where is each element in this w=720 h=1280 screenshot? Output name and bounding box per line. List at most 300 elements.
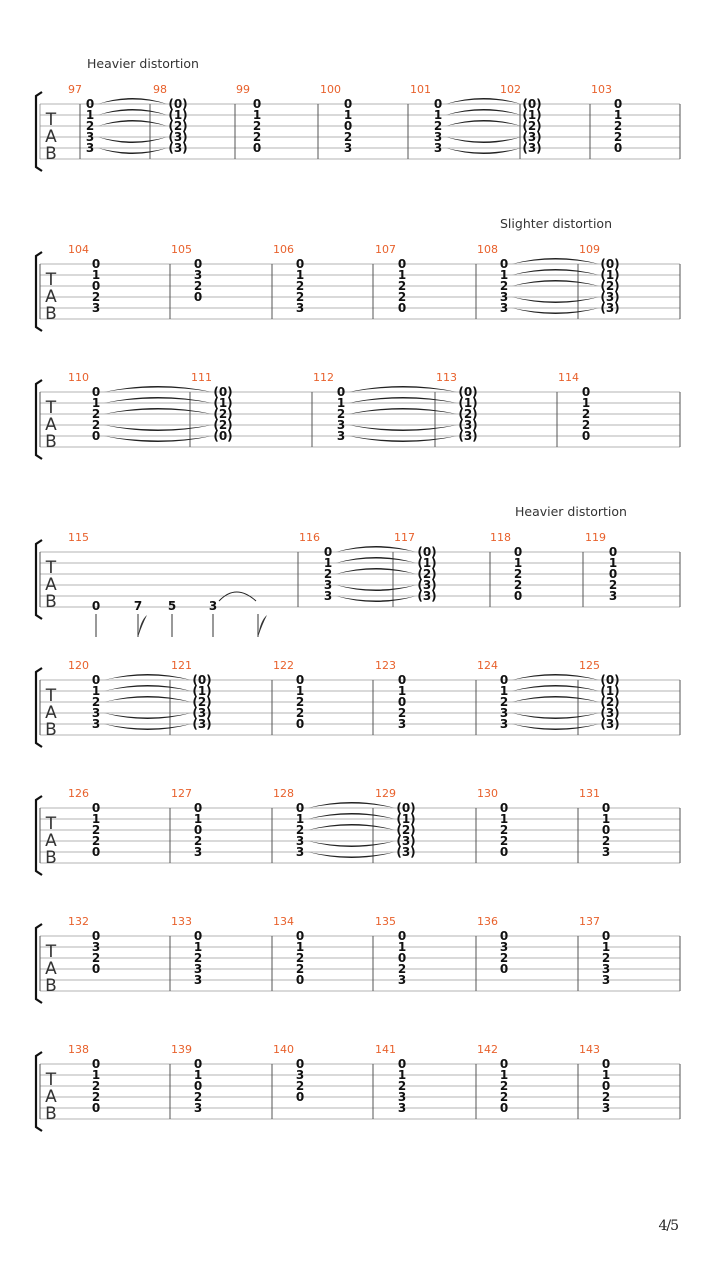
fret-number: 0 [91,385,101,399]
tie-arc [349,436,457,442]
fret-number: 0 [343,119,353,133]
measure [153,83,188,155]
fret-number: 0 [193,257,203,271]
tab-system [36,1043,680,1131]
tie-arc [308,802,395,808]
fret-number: 2 [499,695,509,709]
fret-number: 0 [613,141,623,155]
fret-number: 0 [499,845,509,859]
measure [68,531,267,637]
measure [191,371,233,443]
fret-number: 2 [91,290,101,304]
distortion-annotation: Heavier distortion [515,504,627,519]
measure-number: 99 [236,83,250,96]
tab-clef-letter: A [45,831,57,851]
fret-number: 0 [193,823,203,837]
fret-number: 3 [85,141,95,155]
note-flag [138,615,147,637]
fret-number: (3) [600,706,620,720]
tie-arc [98,120,167,126]
fret-number: (1) [192,684,212,698]
fret-number: 3 [91,940,101,954]
fret-number: 2 [581,407,591,421]
fret-number: 1 [601,1068,611,1082]
measure [579,1043,610,1115]
measure-number: 104 [68,243,89,256]
fret-number: 2 [295,695,305,709]
fret-number: 1 [193,1068,203,1082]
fret-number: 0 [499,1057,509,1071]
fret-number: 3 [601,962,611,976]
tab-clef-letter: A [45,959,57,979]
tie-arc [512,297,599,303]
measure-number: 114 [558,371,579,384]
fret-number: 2 [85,119,95,133]
fret-number: 0 [499,257,509,271]
tab-system [36,504,680,637]
measure-number: 124 [477,659,498,672]
measure-number: 135 [375,915,396,928]
fret-number: 2 [397,290,407,304]
tie-arc [512,258,599,264]
measure [490,531,522,603]
fret-number: 3 [397,1101,407,1115]
measure-number: 126 [68,787,89,800]
fret-number: 5 [167,599,177,613]
tab-clef-letter: T [45,270,57,290]
measure-number: 101 [410,83,431,96]
fret-number: 0 [601,801,611,815]
fret-number: 1 [601,812,611,826]
fret-number: (2) [168,119,188,133]
tie-arc [512,724,599,730]
tie-arc [512,696,599,702]
fret-number: 2 [613,130,623,144]
measure [477,787,508,859]
fret-number: 2 [581,418,591,432]
fret-number: 3 [499,301,509,315]
fret-number: (3) [600,301,620,315]
tab-clef-letter: T [45,814,57,834]
fret-number: 0 [91,1101,101,1115]
fret-number: 3 [91,717,101,731]
tab-clef-letter: A [45,127,57,147]
fret-number: 3 [499,717,509,731]
fret-number: 1 [613,108,623,122]
fret-number: 3 [295,1068,305,1082]
fret-number: 1 [397,268,407,282]
measure [477,915,508,976]
fret-number: 3 [193,973,203,987]
measure [68,787,100,859]
fret-number: 0 [85,97,95,111]
fret-number: 3 [91,301,101,315]
tie-arc [336,568,416,574]
measure-number: 108 [477,243,498,256]
fret-number: 0 [193,1079,203,1093]
fret-number: 1 [193,812,203,826]
fret-number: 1 [499,1068,509,1082]
fret-number: (2) [458,407,478,421]
fret-number: 1 [397,940,407,954]
tie-arc [512,269,599,275]
fret-number: 0 [397,1057,407,1071]
tie-arc [512,713,599,719]
tie-arc [446,120,521,126]
measure-number: 129 [375,787,396,800]
tie-arc [308,841,395,847]
measure-number: 133 [171,915,192,928]
fret-number: 2 [323,567,333,581]
fret-number: 0 [601,823,611,837]
tie-arc [104,674,191,680]
tie-arc [336,596,416,602]
fret-number: 0 [397,301,407,315]
fret-number: 1 [252,108,262,122]
tab-clef-letter: A [45,287,57,307]
tie-arc [349,397,457,403]
measure-number: 132 [68,915,89,928]
fret-number: 3 [433,141,443,155]
fret-number: 1 [323,556,333,570]
fret-number: 0 [295,717,305,731]
fret-number: (0) [396,801,416,815]
fret-number: 0 [295,673,305,687]
fret-number: 2 [499,834,509,848]
fret-number: 2 [433,119,443,133]
measure-number: 143 [579,1043,600,1056]
measure [68,915,100,976]
measure-number: 120 [68,659,89,672]
fret-number: (1) [168,108,188,122]
fret-number: 2 [499,823,509,837]
fret-number: 0 [91,599,101,613]
fret-number: 3 [499,940,509,954]
fret-number: 2 [91,695,101,709]
tab-system [36,787,680,875]
measure-number: 100 [320,83,341,96]
measure [579,915,610,987]
fret-number: (3) [458,429,478,443]
fret-number: 2 [252,119,262,133]
fret-number: 2 [295,279,305,293]
tab-system [36,216,680,331]
fret-number: (0) [458,385,478,399]
tie-arc [349,425,457,431]
tie-arc [446,137,521,143]
tie-arc [336,546,416,552]
fret-number: 1 [601,940,611,954]
measure-number: 134 [273,915,294,928]
tab-system [36,659,680,747]
measure [171,915,202,987]
fret-number: 0 [499,673,509,687]
fret-number: 0 [608,545,618,559]
measure-number: 142 [477,1043,498,1056]
tab-clef-letter: T [45,1070,57,1090]
fret-number: 3 [336,429,346,443]
fret-number: 3 [323,589,333,603]
tie-arc [512,674,599,680]
fret-number: 0 [581,429,591,443]
fret-number: 0 [252,97,262,111]
measure [171,1043,202,1115]
tab-clef-letter: B [45,144,57,164]
fret-number: 0 [397,673,407,687]
fret-number: 0 [601,929,611,943]
measure [375,243,406,315]
fret-number: 1 [499,268,509,282]
fret-number: (2) [192,695,212,709]
measure [375,1043,406,1115]
fret-number: 0 [295,801,305,815]
fret-number: 0 [193,929,203,943]
fret-number: 1 [193,940,203,954]
fret-number: 2 [295,290,305,304]
fret-number: 1 [295,940,305,954]
measure [500,83,542,155]
fret-number: 0 [193,1057,203,1071]
fret-number: 3 [601,973,611,987]
fret-number: 2 [601,834,611,848]
tab-clef-letter: A [45,415,57,435]
tab-clef-letter: B [45,304,57,324]
fret-number: 2 [613,119,623,133]
fret-number: (2) [600,695,620,709]
measure-number: 127 [171,787,192,800]
tie-arc [98,109,167,115]
measure-number: 130 [477,787,498,800]
fret-number: 2 [499,951,509,965]
fret-number: (3) [458,418,478,432]
tie-arc [98,98,167,104]
fret-number: (3) [522,141,542,155]
fret-number: 3 [193,962,203,976]
fret-number: 0 [193,801,203,815]
fret-number: 1 [91,1068,101,1082]
fret-number: 0 [91,962,101,976]
fret-number: 0 [91,929,101,943]
tie-arc [104,696,191,702]
fret-number: 2 [91,1079,101,1093]
tab-clef-letter: B [45,720,57,740]
tab-clef-letter: B [45,592,57,612]
tie-arc [104,724,191,730]
measure [171,787,202,859]
fret-number: 2 [499,1079,509,1093]
fret-number: 3 [85,130,95,144]
tie-arc [336,585,416,591]
tie-arc [104,408,212,414]
fret-number: (0) [213,385,233,399]
fret-number: 1 [397,1068,407,1082]
fret-number: (3) [600,290,620,304]
measure-number: 115 [68,531,89,544]
measure-number: 121 [171,659,192,672]
measure-number: 140 [273,1043,294,1056]
tie-arc [104,685,191,691]
tie-arc [104,386,212,392]
tie-arc [446,148,521,154]
tie-arc [308,852,395,858]
fret-number: 0 [295,929,305,943]
fret-number: 0 [295,973,305,987]
fret-number: 0 [91,257,101,271]
fret-number: 3 [193,268,203,282]
tab-clef-letter: B [45,1104,57,1124]
fret-number: 3 [91,706,101,720]
fret-number: 1 [581,396,591,410]
fret-number: 0 [613,97,623,111]
tie-arc [98,148,167,154]
fret-number: 0 [499,1101,509,1115]
fret-number: 0 [433,97,443,111]
fret-number: 1 [91,396,101,410]
tab-system [36,371,680,459]
fret-number: 1 [295,812,305,826]
measure-number: 106 [273,243,294,256]
distortion-annotation: Slighter distortion [500,216,612,231]
fret-number: 0 [91,429,101,443]
fret-number: 0 [601,1057,611,1071]
tab-clef-letter: T [45,558,57,578]
fret-number: 0 [513,545,523,559]
fret-number: 1 [91,684,101,698]
tab-clef-letter: T [45,686,57,706]
fret-number: 3 [295,834,305,848]
fret-number: 3 [397,717,407,731]
measure-number: 113 [436,371,457,384]
fret-number: (0) [168,97,188,111]
measure [579,787,610,859]
fret-number: 0 [397,695,407,709]
measure-number: 141 [375,1043,396,1056]
fret-number: 1 [608,556,618,570]
fret-number: 0 [601,1079,611,1093]
tie-arc [336,557,416,563]
fret-number: (0) [192,673,212,687]
fret-number: 0 [513,589,523,603]
measure-number: 102 [500,83,521,96]
fret-number: 2 [252,130,262,144]
measure [591,83,622,155]
measure [171,243,202,304]
tab-clef-letter: B [45,848,57,868]
fret-number: 2 [499,279,509,293]
fret-number: 1 [513,556,523,570]
fret-number: 1 [91,812,101,826]
tab-clef-letter: A [45,575,57,595]
measure [477,1043,508,1115]
tie-arc [446,109,521,115]
tie-arc [308,824,395,830]
fret-number: 0 [295,1090,305,1104]
fret-number: 1 [343,108,353,122]
fret-number: 1 [295,268,305,282]
tab-system [36,915,680,1003]
fret-number: 1 [85,108,95,122]
measure-number: 137 [579,915,600,928]
fret-number: 3 [397,1090,407,1104]
measure [236,83,261,155]
fret-number: 3 [601,1101,611,1115]
tab-clef-letter: A [45,1087,57,1107]
measure-number: 112 [313,371,334,384]
tie-arc [308,813,395,819]
fret-number: 2 [336,407,346,421]
fret-number: 3 [193,1101,203,1115]
fret-number: 7 [133,599,143,613]
tab-clef-letter: T [45,398,57,418]
measure [585,531,617,603]
fret-number: (1) [396,812,416,826]
fret-number: 0 [343,97,353,111]
measure [273,243,304,315]
measure [273,659,304,731]
fret-number: 2 [295,962,305,976]
fret-number: 2 [295,706,305,720]
fret-number: 0 [323,545,333,559]
fret-number: 2 [91,1090,101,1104]
fret-number: 2 [601,1090,611,1104]
fret-number: 3 [208,599,218,613]
fret-number: 3 [193,845,203,859]
fret-number: 3 [601,845,611,859]
note-flag [258,615,267,637]
fret-number: 2 [91,418,101,432]
tab-clef-letter: B [45,432,57,452]
fret-number: (1) [600,684,620,698]
fret-number: (0) [600,257,620,271]
measure-number: 111 [191,371,212,384]
fret-number: (2) [396,823,416,837]
tie-arc [349,408,457,414]
fret-number: (3) [168,130,188,144]
fret-number: (3) [600,717,620,731]
fret-number: 1 [397,684,407,698]
measure-number: 103 [591,83,612,96]
fret-number: 2 [193,279,203,293]
fret-number: 2 [397,1079,407,1093]
fret-number: 1 [295,684,305,698]
fret-number: (3) [168,141,188,155]
tie-arc [104,425,212,431]
fret-number: 1 [499,684,509,698]
measure [375,915,406,987]
fret-number: 2 [91,834,101,848]
fret-number: 2 [601,951,611,965]
fret-number: (0) [417,545,437,559]
tie-arc [446,98,521,104]
tie-arc [104,713,191,719]
fret-number: (1) [600,268,620,282]
measure-number: 107 [375,243,396,256]
measure [320,83,352,155]
measure [273,915,304,987]
measure [171,659,212,731]
fret-number: 0 [91,1057,101,1071]
fret-number: (0) [213,429,233,443]
measure-number: 97 [68,83,82,96]
fret-number: (3) [192,717,212,731]
measure [579,659,620,731]
fret-number: 0 [499,962,509,976]
fret-number: 3 [323,578,333,592]
fret-number: 3 [608,589,618,603]
fret-number: 0 [499,929,509,943]
measure-number: 138 [68,1043,89,1056]
fret-number: 2 [513,578,523,592]
